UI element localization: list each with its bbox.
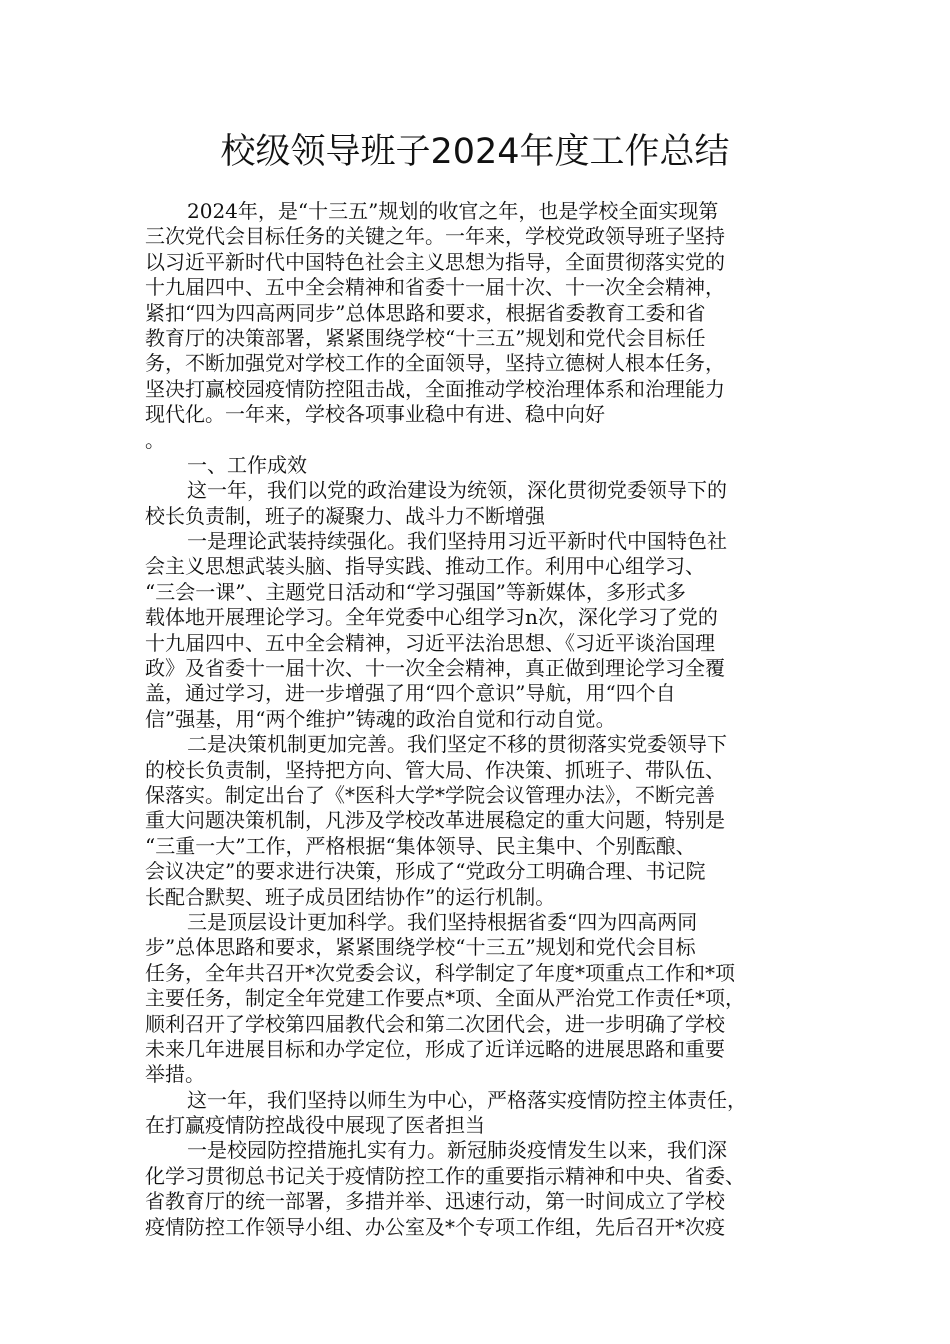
body-line: 十九届四中、五中全会精神和省委十一届十次、十一次全会精神， (145, 275, 725, 300)
body-line: 以习近平新时代中国特色社会主义思想为指导，全面贯彻落实党的 (145, 249, 725, 274)
document-title: 校级领导班子2024年度工作总结 (220, 132, 730, 172)
body-line: 主要任务，制定全年党建工作要点*项、全面从严治党工作责任*项， (145, 986, 745, 1011)
body-line: 的校长负责制，坚持把方向、管大局、作决策、抓班子、带队伍、 (145, 757, 725, 782)
body-line: 会议决定”的要求进行决策，形成了“党政分工明确合理、书记院 (145, 859, 706, 884)
body-line: 在打赢疫情防控战役中展现了医者担当 (145, 1113, 485, 1138)
body-line: 信”强基，用“两个维护”铸魂的政治自觉和行动自觉。 (145, 706, 616, 731)
body-line: 化学习贯彻总书记关于疫情防控工作的重要指示精神和中央、省委、 (145, 1163, 745, 1188)
body-line: 步”总体思路和要求，紧紧围绕学校“十三五”规划和党代会目标 (145, 935, 696, 960)
body-line: “三重一大”工作，严格根据“集体领导、民主集中、个别酝酿、 (145, 833, 696, 858)
body-line: 教育厅的决策部署，紧紧围绕学校“十三五”规划和党代会目标任 (145, 325, 706, 350)
body-line: 十九届四中、五中全会精神，习近平法治思想、《习近平谈治国理 (145, 630, 715, 655)
body-line: 政》及省委十一届十次、十一次全会精神，真正做到理论学习全覆 (145, 656, 725, 681)
body-line: 。 (145, 427, 165, 452)
body-line: 一是理论武装持续强化。我们坚持用习近平新时代中国特色社 (187, 529, 727, 554)
body-line: 2024年，是“十三五”规划的收官之年，也是学校全面实现第 (187, 199, 719, 223)
body-line: 疫情防控工作领导小组、办公室及*个专项工作组，先后召开*次疫 (145, 1214, 725, 1239)
body-line: “三会一课”、主题党日活动和“学习强国”等新媒体，多形式多 (145, 579, 686, 604)
body-line: 未来几年进展目标和办学定位，形成了近详远略的进展思路和重要 (145, 1036, 725, 1061)
body-line: 现代化。一年来，学校各项事业稳中有进、稳中向好 (145, 402, 605, 427)
body-line: 顺利召开了学校第四届教代会和第二次团代会，进一步明确了学校 (145, 1011, 725, 1036)
body-line: 任务，全年共召开*次党委会议，科学制定了年度*项重点工作和*项 (145, 960, 735, 985)
body-line: 这一年，我们以党的政治建设为统领，深化贯彻党委领导下的 (187, 478, 727, 503)
body-line: 省教育厅的统一部署，多措并举、迅速行动，第一时间成立了学校 (145, 1189, 725, 1214)
body-line: 三次党代会目标任务的关键之年。一年来，学校党政领导班子坚持 (145, 224, 725, 249)
body-line: 一、工作成效 (187, 452, 307, 477)
body-line: 这一年，我们坚持以师生为中心，严格落实疫情防控主体责任， (187, 1087, 747, 1112)
body-line: 保落实。制定出台了《*医科大学*学院会议管理办法》，不断完善 (145, 782, 715, 807)
body-line: 重大问题决策机制，凡涉及学校改革进展稳定的重大问题，特别是 (145, 808, 725, 833)
body-line: 举措。 (145, 1062, 205, 1087)
body-line: 紧扣“四为四高两同步”总体思路和要求，根据省委教育工委和省 (145, 300, 706, 325)
body-line: 校长负责制，班子的凝聚力、战斗力不断增强 (145, 503, 545, 528)
body-line: 会主义思想武装头脑、指导实践、推动工作。利用中心组学习、 (145, 554, 705, 579)
body-line: 二是决策机制更加完善。我们坚定不移的贯彻落实党委领导下 (187, 732, 727, 757)
body-line: 长配合默契、班子成员团结协作”的运行机制。 (145, 884, 556, 909)
document-body (145, 199, 825, 1240)
body-line: 务，不断加强党对学校工作的全面领导，坚持立德树人根本任务， (145, 351, 725, 376)
body-line: 坚决打赢校园疫情防控阻击战，全面推动学校治理体系和治理能力 (145, 376, 725, 401)
body-line: 一是校园防控措施扎实有力。新冠肺炎疫情发生以来，我们深 (187, 1138, 727, 1163)
body-line: 盖，通过学习，进一步增强了用“四个意识”导航，用“四个自 (145, 681, 676, 706)
body-line: 载体地开展理论学习。全年党委中心组学习n次，深化学习了党的 (145, 605, 718, 630)
body-line: 三是顶层设计更加科学。我们坚持根据省委“四为四高两同 (187, 909, 698, 934)
